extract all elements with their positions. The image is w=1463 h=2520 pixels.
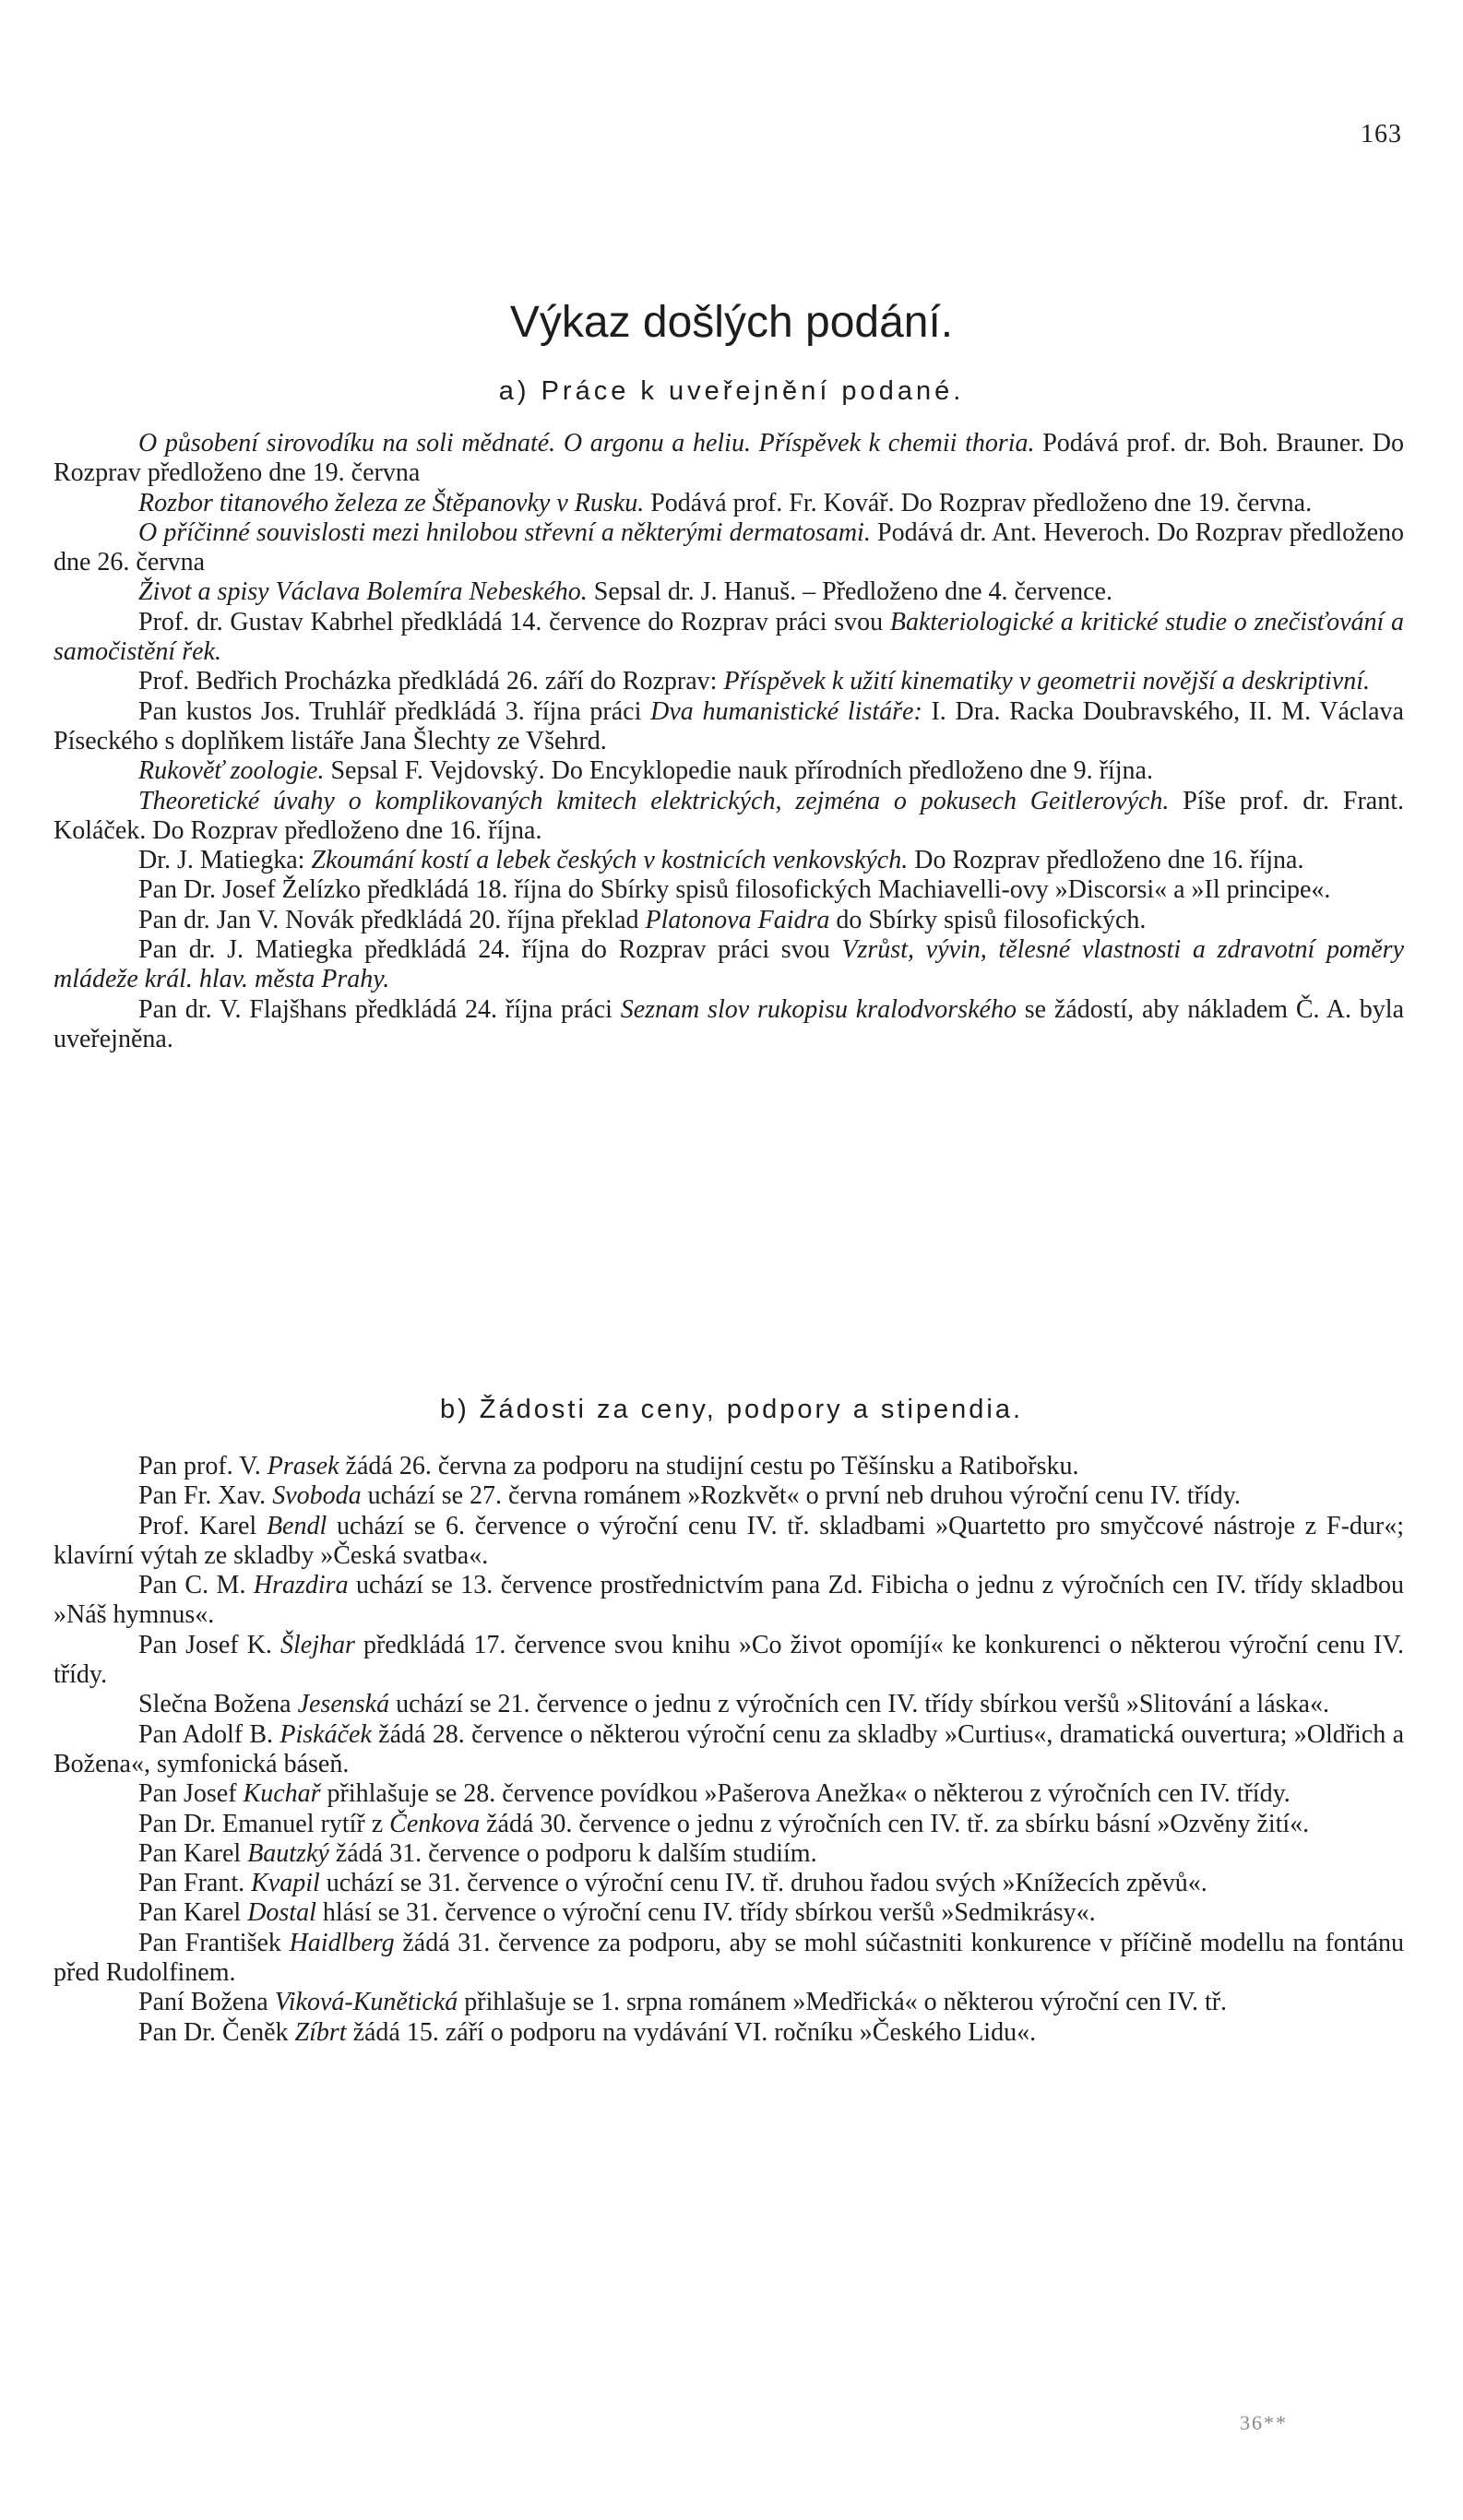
entry: Pan Dr. Emanuel rytíř z Čenkova žádá 30. července o jednu z výročních cen IV. tř. za sbírku básní »Ozvěny žití«. bbox=[138, 1809, 1310, 1838]
entry: Pan dr. J. Matiegka předkládá 24. října do Rozprav práci svou Vzrůst, vývin, tělesné vlastnosti a zdravotní poměry mládeže král. hlav. města Prahy. bbox=[54, 935, 1404, 994]
entry: Dr. J. Matiegka: Zkoumání kostí a lebek českých v kostnicích venkovských. Do Rozprav předloženo dne 16. října. bbox=[138, 846, 1304, 875]
entry: Pan Dr. Josef Želízko předkládá 18. října do Sbírky spisů filosofických Machiavelli-ovy »Discorsi« a »Il principe«. bbox=[138, 875, 1331, 905]
entry: Prof. Karel Bendl uchází se 6. července o výroční cenu IV. tř. skladbami »Quartetto pro smyčcové nástroje z F-dur«; klavírní výtah ze skladby »Česká svatba«. bbox=[54, 1511, 1404, 1570]
entry: Pan C. M. Hrazdira uchází se 13. července prostřednictvím pana Zd. Fibicha o jednu z výročních cen IV. třídy skladbou »Náš hymnus«. bbox=[54, 1571, 1404, 1630]
entry: Theoretické úvahy o komplikovaných kmitech elektrických, zejména o pokusech Geitlerových. Píše prof. dr. Frant. Koláček. Do Rozprav předloženo dne 16. října. bbox=[54, 786, 1404, 845]
entry: Pan kustos Jos. Truhlář předkládá 3. října práci Dva humanistické listáře: I. Dra. Racka Doubravského, II. M. Václava Píseckého s doplňkem listáře Jana Šlechty ze Všehrd. bbox=[54, 696, 1404, 755]
section-a-heading: a) Práce k uveřejnění podané. bbox=[498, 376, 965, 406]
entry: Rukověť zoologie. Sepsal F. Vejdovský. Do Encyklopedie nauk přírodních předloženo dne 9. října. bbox=[138, 756, 1153, 786]
section-a-entries bbox=[54, 429, 1404, 1054]
entry: Pan dr. V. Flajšhans předkládá 24. října práci Seznam slov rukopisu kralodvorského se žádostí, aby nákladem Č. A. byla uveřejněna. bbox=[54, 994, 1405, 1053]
entry: Pan Fr. Xav. Svoboda uchází se 27. června románem »Rozkvět« o první neb druhou výroční cenu IV. třídy. bbox=[138, 1481, 1241, 1511]
entry: Pan Josef K. Šlejhar předkládá 17. července svou knihu »Co život opomíjí« ke konkurenci o některou výroční cenu IV. třídy. bbox=[54, 1630, 1404, 1690]
entry: Pan Karel Dostal hlásí se 31. července o výroční cenu IV. třídy sbírkou veršů »Sedmikrásy«. bbox=[138, 1898, 1096, 1928]
entry: Prof. Bedřich Procházka předkládá 26. září do Rozprav: Příspěvek k užití kinematiky v geometrii novější a deskriptivní. bbox=[138, 667, 1371, 696]
entry: O příčinné souvislosti mezi hnilobou střevní a některými dermatosami. Podává dr. Ant. Heveroch. Do Rozprav předloženo dne 26. června bbox=[54, 517, 1404, 577]
page-number: 163 bbox=[1361, 120, 1402, 149]
page-title: Výkaz došlých podání. bbox=[509, 298, 954, 348]
entry: O působení sirovodíku na soli mědnaté. O argonu a heliu. Příspěvek k chemii thoria. Podává prof. dr. Boh. Brauner. Do Rozprav předloženo dne 19. června bbox=[54, 429, 1405, 488]
section-b-entries bbox=[54, 1452, 1404, 2048]
entry: Prof. dr. Gustav Kabrhel předkládá 14. července do Rozprav práci svou Bakteriologické a kritické studie o znečisťování a samočistění řek. bbox=[54, 607, 1404, 667]
entry: Pan Adolf B. Piskáček žádá 28. července o některou výroční cenu za skladby »Curtius«, dramatická ouvertura; »Oldřich a Božena«, symfonická báseň. bbox=[54, 1719, 1404, 1778]
entry: Pan Dr. Čeněk Zíbrt žádá 15. září o podporu na vydávání VI. ročníku »Českého Lidu«. bbox=[138, 2017, 1037, 2047]
entry: Pan Frant. Kvapil uchází se 31. července o výroční cenu IV. tř. druhou řadou svých »Knížecích zpěvů«. bbox=[138, 1869, 1207, 1898]
entry: Pan František Haidlberg žádá 31. července za podporu, aby se mohl súčastniti konkurence v příčině modellu na fontánu před Rudolfinem. bbox=[54, 1928, 1404, 1988]
entry: Rozbor titanového železa ze Štěpanovky v Rusku. Podává prof. Fr. Kovář. Do Rozprav předloženo dne 19. června. bbox=[138, 488, 1313, 517]
entry: Život a spisy Václava Bolemíra Nebeského. Sepsal dr. J. Hanuš. – Předloženo dne 4. července. bbox=[138, 577, 1112, 607]
section-b-heading: b) Žádosti za ceny, podpory a stipendia. bbox=[439, 1395, 1024, 1424]
footer-mark: 36** bbox=[1240, 2411, 1288, 2434]
entry: Paní Božena Viková-Kunětická přihlašuje se 1. srpna románem »Medřická« o některou výroční cen IV. tř. bbox=[138, 1988, 1228, 2017]
entry: Pan Karel Bautzký žádá 31. července o podporu k dalším studiím. bbox=[138, 1838, 817, 1868]
entry: Pan prof. V. Prasek žádá 26. června za podporu na studijní cestu po Těšínsku a Ratibořsku. bbox=[138, 1452, 1079, 1480]
entry: Pan dr. Jan V. Novák předkládá 20. října překlad Platonova Faidra do Sbírky spisů filosofických. bbox=[138, 905, 1147, 934]
entry: Slečna Božena Jesenská uchází se 21. července o jednu z výročních cen IV. třídy sbírkou veršů »Slitování a láska«. bbox=[138, 1690, 1329, 1719]
entry: Pan Josef Kuchař přihlašuje se 28. července povídkou »Pašerova Anežka« o některou z výročních cen IV. třídy. bbox=[138, 1779, 1291, 1809]
